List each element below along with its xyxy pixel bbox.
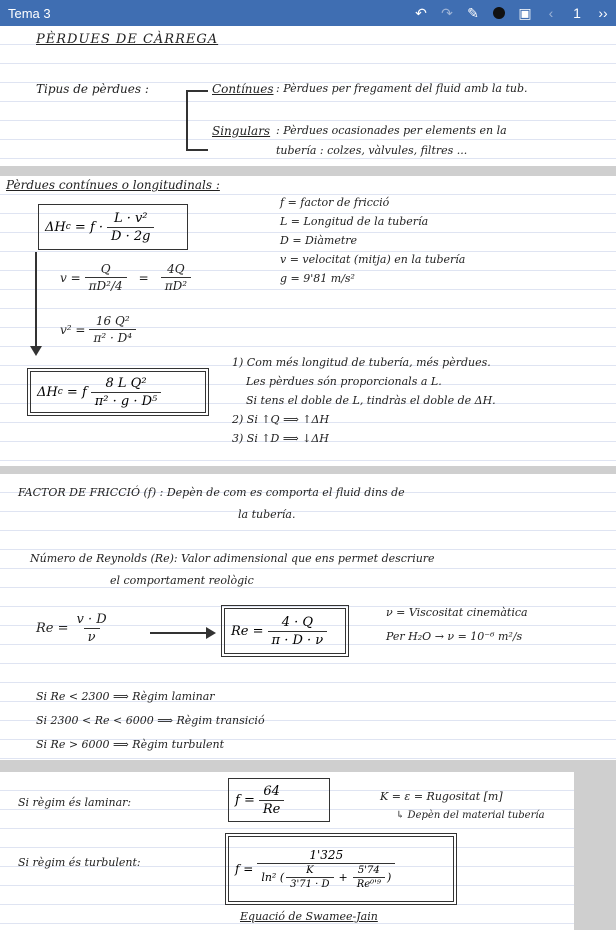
roughness-definition: K = ε = Rugositat [m] xyxy=(380,790,503,803)
page-heading: PÈRDUES DE CÀRREGA xyxy=(36,32,219,47)
r-numerator: 5'74 xyxy=(357,865,380,876)
conversion-arrow xyxy=(150,632,208,634)
friction-factor-line1: FACTOR DE FRICCIÓ (f) : Depèn de com es comporta el fluid dins de xyxy=(18,486,405,499)
eq1-fraction xyxy=(107,211,154,244)
roughness-note: ↳ Depèn del material tubería xyxy=(396,810,545,821)
turbulent-fraction xyxy=(257,848,395,890)
color-dot-icon[interactable] xyxy=(486,0,512,26)
laminar-numerator: 64 xyxy=(263,783,280,799)
eq1-numerator: L · v² xyxy=(113,210,148,226)
ln-squared: ln² ( xyxy=(261,871,285,884)
re-lhs: Re = xyxy=(36,621,69,636)
eq1-denominator: D · 2g xyxy=(107,227,154,244)
singular-description-line1: : Pèrdues ocasionades per elements en la xyxy=(276,124,507,137)
close-paren: ) xyxy=(386,871,392,884)
reynolds-line1: Número de Reynolds (Re): Valor adimensional que ens permet descriure xyxy=(30,552,435,565)
eq-v-num-1: Q xyxy=(100,262,111,276)
variable-legend xyxy=(280,196,465,291)
eq1-equals: = xyxy=(70,219,90,235)
derivation-arrow-line xyxy=(35,252,37,348)
undo-icon[interactable]: ↶ xyxy=(415,4,427,21)
bracket-bottom xyxy=(186,149,208,151)
eq-v-den-2: πD² xyxy=(161,277,191,293)
friction-factor-line2: la tubería. xyxy=(238,508,296,521)
eq-v-fraction-2 xyxy=(161,262,191,293)
app-bar xyxy=(0,0,616,26)
continuous-term: Contínues xyxy=(212,82,274,96)
note-1c: Si tens el doble de L, tindràs el doble de ΔH. xyxy=(246,394,496,407)
singular-term: Singulars xyxy=(212,124,271,138)
legend-l: L = Longitud de la tubería xyxy=(280,215,429,228)
re-boxed-denominator: π · D · ν xyxy=(268,631,328,648)
reynolds-line2: el comportament reològic xyxy=(110,574,254,587)
viscosity-definition: ν = Viscositat cinemàtica xyxy=(386,606,528,619)
re-numerator: v · D xyxy=(76,612,107,627)
legend-v: v = velocitat (mitja) en la tubería xyxy=(280,253,466,266)
re-boxed-fraction xyxy=(268,615,328,648)
conversion-arrow-head xyxy=(206,627,216,639)
re-fraction xyxy=(73,612,111,645)
re-boxed-lhs: Re = xyxy=(231,623,264,639)
image-icon[interactable]: ▣ xyxy=(518,4,532,21)
turbulent-equation-box xyxy=(228,836,454,902)
eq-v-lhs: v = xyxy=(60,270,81,285)
continuous-description: : Pèrdues per fregament del fluid amb la tub. xyxy=(276,82,528,95)
note-page-3 xyxy=(0,474,616,760)
velocity-equation xyxy=(60,262,195,293)
bracket-top xyxy=(186,90,208,92)
eq2-numerator: 8 L Q² xyxy=(105,375,147,391)
page-number: 1 xyxy=(573,5,581,21)
reynolds-fraction xyxy=(353,865,385,890)
bracket-line xyxy=(186,90,188,150)
eq2-f: f xyxy=(81,384,87,400)
note-1b: Les pèrdues són proporcionals a L. xyxy=(246,375,442,388)
re-boxed-numerator: 4 · Q xyxy=(281,614,314,630)
laminar-fraction xyxy=(259,784,284,817)
singular-description-line2: tubería : colzes, vàlvules, filtres ... xyxy=(276,144,468,157)
regime-transition: Si 2300 < Re < 6000 ⟹ Règim transició xyxy=(36,714,265,727)
note-page-4 xyxy=(0,772,574,930)
r-denominator: Re⁰'⁹ xyxy=(353,877,385,890)
redo-icon[interactable]: ↷ xyxy=(441,4,453,21)
derivation-arrow-head xyxy=(30,346,42,356)
note-page-2 xyxy=(0,176,616,466)
turbulent-numerator: 1'325 xyxy=(309,848,344,862)
reynolds-equation xyxy=(36,612,115,645)
next-page-icon[interactable]: ›› xyxy=(598,5,608,21)
k-denominator: 3'71 · D xyxy=(286,877,333,890)
turbulent-denominator xyxy=(257,863,395,890)
eq-v2-fraction xyxy=(89,314,136,345)
types-label: Tipus de pèrdues : xyxy=(36,82,149,96)
eq2-fraction xyxy=(91,376,162,409)
eq-v2-den: π² · D⁴ xyxy=(89,329,136,345)
laminar-label: Si règim és laminar: xyxy=(18,796,132,809)
equation-box-2 xyxy=(30,371,206,413)
equation-box-1 xyxy=(38,204,188,250)
observations xyxy=(232,356,496,451)
laminar-denominator: Re xyxy=(259,800,284,817)
laminar-lhs: f = xyxy=(235,792,255,808)
regime-turbulent: Si Re > 6000 ⟹ Règim turbulent xyxy=(36,738,225,751)
reynolds-boxed-equation xyxy=(224,608,346,654)
prev-page-icon[interactable]: ‹ xyxy=(548,5,554,21)
legend-g: g = 9'81 m/s² xyxy=(280,272,355,285)
note-2: 2) Si ↑Q ⟹ ↑ΔH xyxy=(232,413,330,426)
eq-v-fraction-1 xyxy=(85,262,127,293)
eq2-equals: = xyxy=(62,384,82,400)
eq-v2-num: 16 Q² xyxy=(95,314,130,328)
eq1-f: f · xyxy=(89,219,104,235)
note-1: 1) Com més longitud de tubería, més pèrdues. xyxy=(232,356,491,369)
eq2-lhs-sub: c xyxy=(57,387,63,397)
laminar-equation-box xyxy=(228,778,330,822)
eq1-lhs-sub: c xyxy=(65,222,71,232)
plus-sign: + xyxy=(338,871,348,884)
eq2-denominator: π² · g · D⁵ xyxy=(91,392,162,409)
swamee-jain-caption: Equació de Swamee-Jain xyxy=(240,910,378,923)
document-title: Tema 3 xyxy=(8,5,51,21)
re-denominator: ν xyxy=(84,628,100,645)
velocity-squared-equation xyxy=(60,314,140,345)
legend-d: D = Diàmetre xyxy=(280,234,358,247)
eq1-lhs: ΔH xyxy=(45,219,66,235)
legend-f: f = factor de fricció xyxy=(280,196,390,209)
roughness-fraction xyxy=(286,865,333,890)
eq-v-equals: = xyxy=(138,270,149,285)
pen-icon[interactable]: ✎ xyxy=(467,4,479,21)
turbulent-label: Si règim és turbulent: xyxy=(18,856,141,869)
eq-v-num-2: 4Q xyxy=(167,262,185,276)
turbulent-lhs: f = xyxy=(235,862,254,876)
section-heading: Pèrdues contínues o longitudinals : xyxy=(6,178,220,192)
eq2-lhs: ΔH xyxy=(37,384,58,400)
regime-laminar: Si Re < 2300 ⟹ Règim laminar xyxy=(36,690,215,703)
eq-v-den-1: πD²/4 xyxy=(85,277,127,293)
note-page-1 xyxy=(0,26,616,166)
water-viscosity: Per H₂O → ν = 10⁻⁶ m²/s xyxy=(386,630,523,643)
k-numerator: K xyxy=(306,865,314,876)
eq-v2-lhs: v² = xyxy=(60,322,86,337)
note-3: 3) Si ↑D ⟹ ↓ΔH xyxy=(232,432,329,445)
